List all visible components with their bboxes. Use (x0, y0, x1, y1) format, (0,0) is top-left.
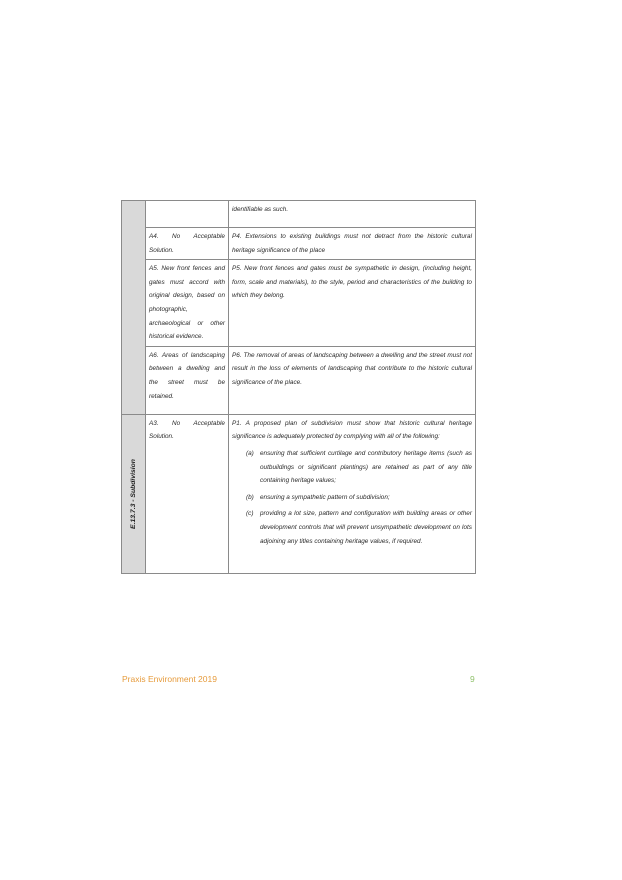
acceptable-cell: A4. No Acceptable Solution. (146, 228, 229, 260)
performance-cell: P4. Extensions to existing buildings must not detract from the historic cultural heritage significance of the place (229, 228, 476, 260)
table-row (122, 228, 476, 260)
list-item (246, 507, 472, 548)
acceptable-cell: A5. New front fences and gates must accord with original design, based on photographic, archaeological or other historical evidence. (146, 260, 229, 347)
table-row (122, 260, 476, 347)
performance-cell: identifiable as such. (229, 201, 476, 228)
page-number: 9 (470, 674, 475, 684)
list-item-label: (a) (246, 449, 254, 457)
acceptable-cell: A6. Areas of landscaping between a dwelling and the street must be retained. (146, 346, 229, 414)
section-side-cell (122, 201, 146, 415)
performance-cell: P6. The removal of areas of landscaping between a dwelling and the street must not result in the loss of elements of landscaping that contribute to the historic cultural significance of the place. (229, 346, 476, 414)
footer-company: Praxis Environment 2019 (122, 674, 217, 684)
section-side-cell (122, 414, 146, 573)
table-row (122, 201, 476, 228)
list-item (246, 491, 472, 505)
table-row (122, 414, 476, 573)
list-item (246, 447, 472, 488)
list-item-text: ensuring that sufficient curtilage and contributory heritage items (such as outbuildings or significant plantings) are retained as part of any title containing heritage values; (260, 449, 472, 485)
acceptable-cell (146, 201, 229, 228)
performance-cell: P5. New front fences and gates must be sympathetic in design, (including height, form, scale and materials), to the style, period and characteristics of the building to which they belong. (229, 260, 476, 347)
list-item-text: providing a lot size, pattern and configuration with building areas or other development controls that will prevent unsympathetic development on lots adjoining any titles containing heritage values, if required. (260, 510, 472, 545)
acceptable-cell: A3. No Acceptable Solution. (146, 414, 229, 573)
table-row (122, 346, 476, 414)
list-item-label: (c) (246, 510, 254, 518)
performance-cell (229, 414, 476, 573)
section-label: E.13.7.3 - Subdivision (129, 458, 137, 529)
list-item-label: (b) (246, 493, 254, 501)
list-item-text: ensuring a sympathetic pattern of subdivision; (260, 493, 390, 501)
performance-intro: P1. A proposed plan of subdivision must show that historic cultural heritage significance is adequately protected by complying with all of the following: (232, 419, 472, 441)
planning-provisions-table (121, 200, 476, 574)
